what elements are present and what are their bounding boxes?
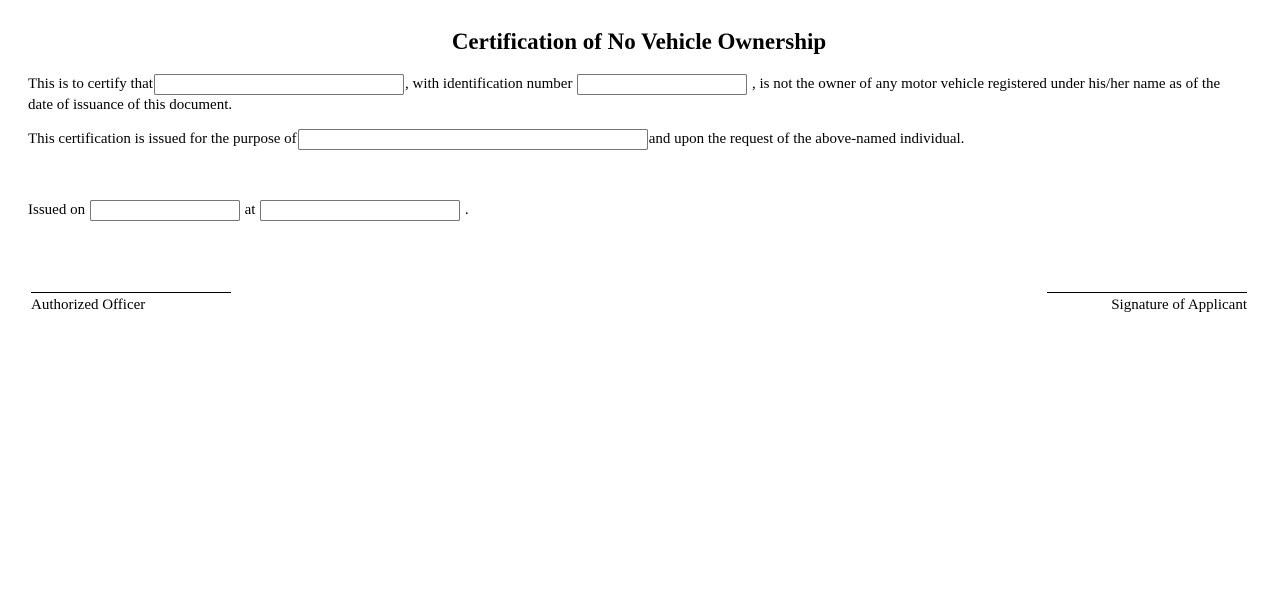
certify-text: This is to certify that	[28, 76, 153, 92]
ownership-statement-text: , is not the owner of any motor vehicle registered under his/her name as of the date of issuance of this document.	[28, 76, 1221, 114]
end-period: .	[464, 202, 469, 218]
document-title: Certification of No Vehicle Ownership	[451, 29, 827, 54]
issue-date-field[interactable]	[90, 200, 240, 221]
purpose-intro-text: This certification is issued for the purpose of	[28, 131, 297, 147]
request-statement-text: and upon the request of the above-named individual.	[648, 131, 965, 147]
issue-place-field[interactable]	[260, 200, 460, 221]
name-field[interactable]	[154, 74, 404, 95]
applicant-signature-label: Signature of Applicant	[1111, 297, 1247, 313]
applicant-signature-block	[1047, 280, 1247, 315]
purpose-field[interactable]	[298, 129, 648, 150]
identification-number-field[interactable]	[577, 74, 747, 95]
at-label: at	[244, 202, 256, 218]
issuance-line	[28, 200, 469, 221]
applicant-signature-line	[1047, 292, 1247, 293]
authorized-officer-label: Authorized Officer	[31, 297, 146, 313]
authorized-officer-signature-block	[31, 280, 231, 315]
certification-paragraph	[28, 74, 1246, 115]
id-intro-text: , with identification number	[404, 76, 573, 92]
officer-signature-line	[31, 292, 231, 293]
purpose-paragraph	[28, 129, 1246, 150]
issued-on-label: Issued on	[28, 202, 86, 218]
